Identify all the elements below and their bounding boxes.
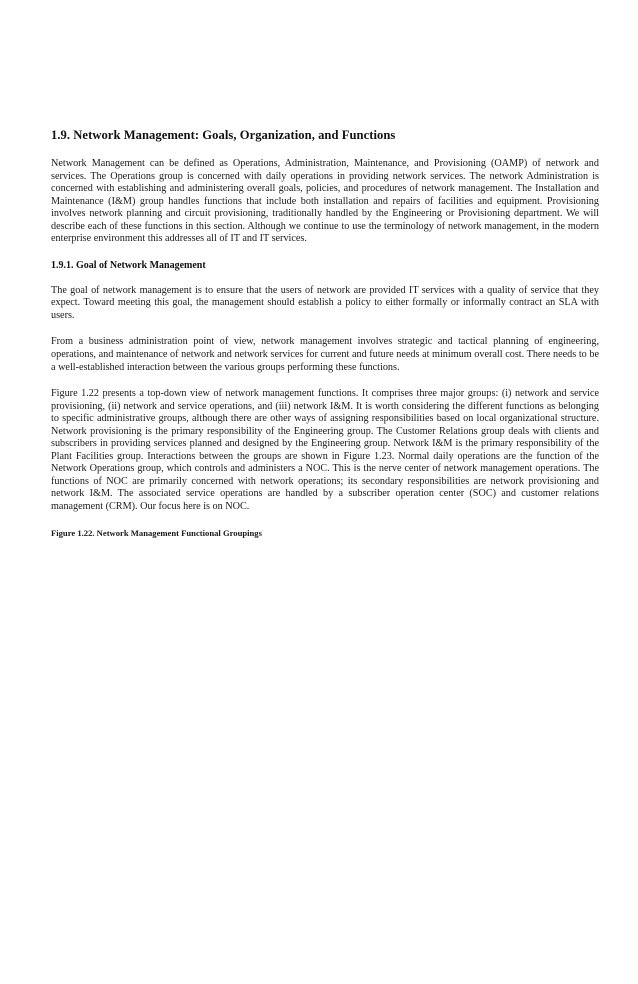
- business-paragraph: From a business administration point of view, network management involves strategic and tactical planning of engineering, operations, and maintenance of network and network services for current and future needs at minimum overall cost. There needs to be a well-established interaction between the various groups performing these functions.: [51, 336, 599, 373]
- section-title: 1.9. Network Management: Goals, Organization, and Functions: [51, 128, 396, 142]
- figure-description-paragraph: Figure 1.22 presents a top-down view of network management functions. It comprises three major groups: (i) network and service provisioning, (ii) network and service operations, and (iii) network I&M. It is worth considering the different functions as belonging to specific administrative groups, although there are other ways of assigning responsibilities based on local organizational structure. Network provisioning is the primary responsibility of the Engineering group. The Customer Relations group deals with clients and subscribers in providing services planned and designed by the Engineering group. Network I&M is the primary responsibility of the Plant Facilities group. Interactions between the groups are shown in Figure 1.23. Normal daily operations are the function of the Network Operations group, which controls and administers a NOC. This is the nerve center of network management operations. The functions of NOC are primarily concerned with network operations; its secondary responsibilities are network provisioning and network I&M. The associated service operations are handled by a subscriber operation center (SOC) and customer relations management (CRM). Our focus here is on NOC.: [51, 388, 599, 513]
- goal-paragraph: The goal of network management is to ensure that the users of network are provided IT services with a quality of service that they expect. Toward meeting this goal, the management should establish a policy to either formally or informally contract an SLA with users.: [51, 284, 599, 321]
- page-content: [51, 128, 599, 538]
- intro-paragraph: Network Management can be defined as Operations, Administration, Maintenance, and Provisioning (OAMP) of network and services. The Operations group is concerned with daily operations in providing network services. The network Administration is concerned with establishing and administering overall goals, policies, and procedures of network management. The Installation and Maintenance (I&M) group handles functions that include both installation and repairs of facilities and equipment. Provisioning involves network planning and circuit provisioning, traditionally handled by the Engineering or Provisioning department. We will describe each of these functions in this section. Although we continue to use the terminology of network management, in the modern enterprise environment this addresses all of IT and IT services.: [51, 158, 599, 245]
- figure-caption: Figure 1.22. Network Management Functional Groupings: [51, 527, 262, 538]
- subsection-title: 1.9.1. Goal of Network Management: [51, 259, 206, 271]
